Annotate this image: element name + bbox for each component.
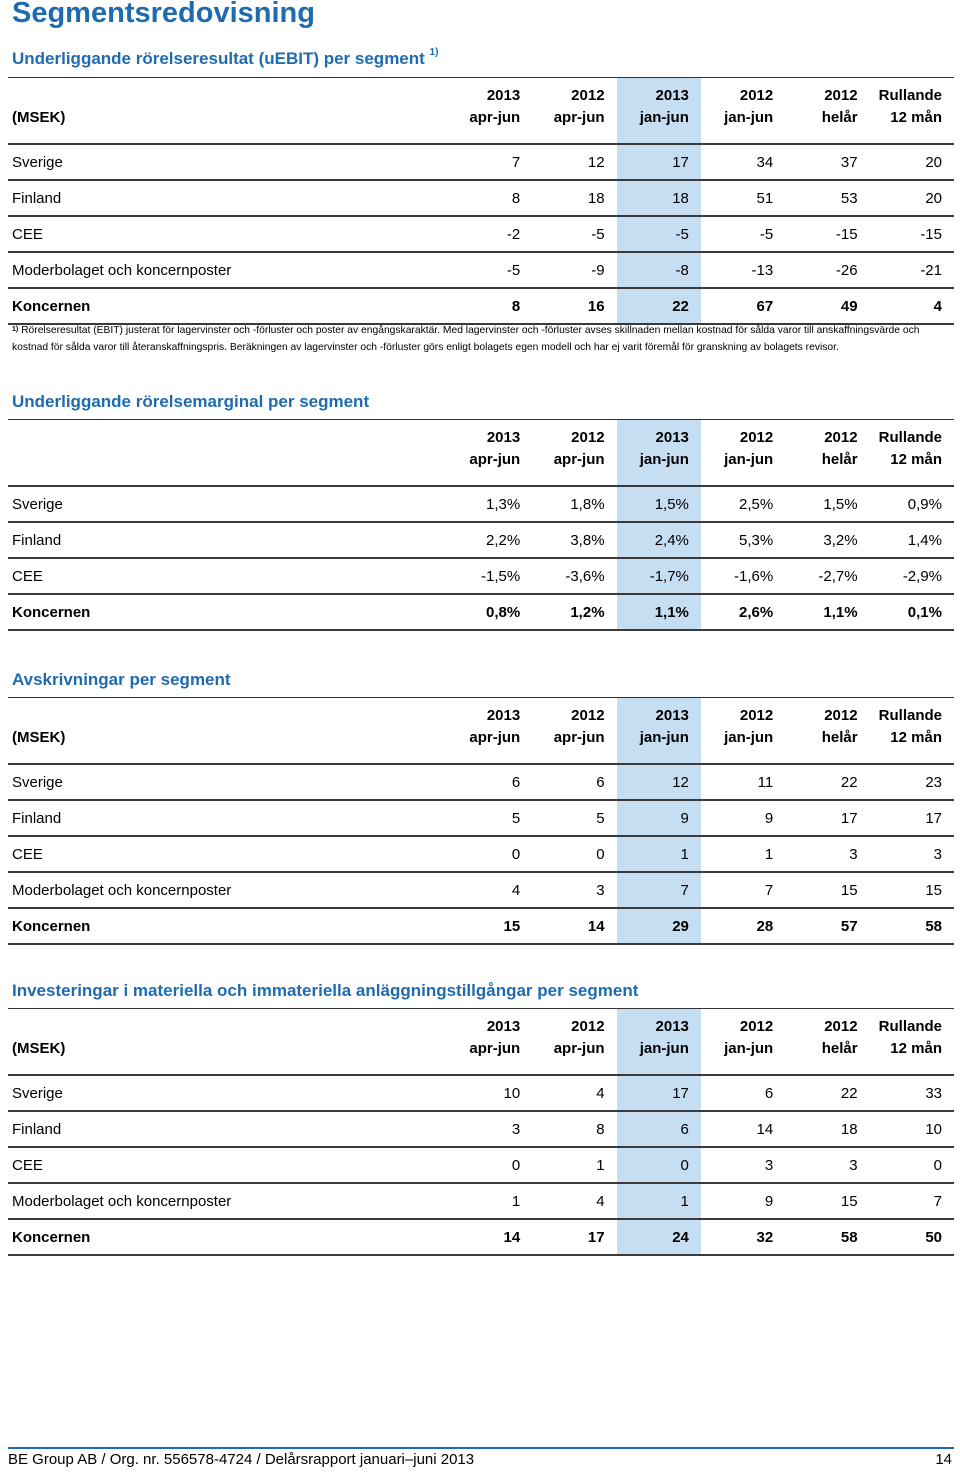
value-cell: 9 [701, 1183, 785, 1219]
column-header-year: 2013 [617, 1009, 701, 1036]
unit-label [8, 447, 448, 486]
value-cell: 1,3% [448, 486, 532, 522]
table-total-row [8, 908, 954, 944]
column-header-period: apr-jun [553, 109, 605, 126]
value-cell: 5,3% [701, 522, 785, 558]
value-cell: 4 [532, 1183, 616, 1219]
value-cell: 18 [532, 180, 616, 216]
column-header-year: 2012 [571, 87, 605, 104]
value-cell: 14 [532, 908, 616, 944]
table-row [8, 180, 954, 216]
value-cell: 2,4% [617, 522, 701, 558]
margin-section-title: Underliggande rörelsemarginal per segment [12, 392, 370, 411]
value-cell: 28 [701, 908, 785, 944]
header-row-period [8, 1036, 954, 1075]
value-cell: 14 [701, 1111, 785, 1147]
value-cell: -21 [870, 252, 954, 288]
value-cell: 8 [448, 288, 532, 324]
column-header-period: apr-jun [469, 1040, 521, 1057]
header-row-year [8, 1009, 954, 1036]
header-empty-cell [8, 698, 448, 725]
row-label: Moderbolaget och koncernposter [8, 872, 448, 908]
value-cell: 0 [532, 836, 616, 872]
value-cell: 17 [617, 1075, 701, 1111]
column-header-year: 2012 [571, 707, 605, 724]
unit-label: (MSEK) [12, 109, 66, 126]
value-cell: -1,6% [701, 558, 785, 594]
value-cell: 1,2% [532, 594, 616, 630]
value-cell: 1 [532, 1147, 616, 1183]
uebit-footnote [12, 322, 952, 356]
column-header-period: 12 mån [890, 109, 942, 126]
value-cell: 22 [617, 288, 701, 324]
value-cell: 8 [532, 1111, 616, 1147]
value-cell: 3 [870, 836, 954, 872]
value-cell: 20 [870, 180, 954, 216]
value-cell: -5 [617, 216, 701, 252]
row-label: Sverige [8, 144, 448, 180]
column-header-period: jan-jun [724, 109, 774, 126]
footnote-text: Rörelseresultat (EBIT) justerat för lagervinster och -förluster och poster av engångskaraktär. Med lagervinster och -förluster avses skillnaden mellan kostnad för sålda varor till anskaffningsvärde och kostnad för sålda varor till återanskaffningspris. Beräkningen av lagervinster och -förluster görs enligt bolagets egen modell och har ej varit föremål för granskning av bolagets revisor. [12, 325, 920, 353]
value-cell: -15 [785, 216, 869, 252]
value-cell: 3,2% [785, 522, 869, 558]
value-cell: 1,5% [785, 486, 869, 522]
value-cell: 15 [785, 872, 869, 908]
row-label: Sverige [8, 1075, 448, 1111]
value-cell: 1 [701, 836, 785, 872]
column-header-period: apr-jun [553, 729, 605, 746]
uebit-table [8, 78, 954, 325]
table-row [8, 764, 954, 800]
value-cell: 49 [785, 288, 869, 324]
header-row-period [8, 105, 954, 144]
table-row [8, 1183, 954, 1219]
row-label: CEE [8, 558, 448, 594]
table-row [8, 836, 954, 872]
value-cell: 0,8% [448, 594, 532, 630]
column-header-period: helår [821, 451, 858, 468]
row-label: Koncernen [8, 908, 448, 944]
footnote-marker: 1) [12, 326, 19, 333]
row-label: Finland [8, 180, 448, 216]
value-cell: 2,6% [701, 594, 785, 630]
column-header-year: 2013 [486, 707, 521, 724]
value-cell: 1 [617, 836, 701, 872]
value-cell: -5 [532, 216, 616, 252]
column-header-year: Rullande [878, 87, 942, 104]
column-header-year: 2013 [617, 420, 701, 447]
column-header-year: 2013 [617, 78, 701, 105]
value-cell: 9 [617, 800, 701, 836]
value-cell: 0,1% [870, 594, 954, 630]
value-cell: 32 [701, 1219, 785, 1255]
value-cell: 10 [448, 1075, 532, 1111]
table-row [8, 486, 954, 522]
value-cell: 15 [785, 1183, 869, 1219]
column-header-year: 2013 [486, 429, 521, 446]
value-cell: 1 [448, 1183, 532, 1219]
row-label: Moderbolaget och koncernposter [8, 252, 448, 288]
value-cell: -1,7% [617, 558, 701, 594]
value-cell: 12 [532, 144, 616, 180]
value-cell: 29 [617, 908, 701, 944]
value-cell: 0 [617, 1147, 701, 1183]
value-cell: 4 [870, 288, 954, 324]
value-cell: 9 [701, 800, 785, 836]
table-row [8, 1111, 954, 1147]
column-header-year: Rullande [878, 707, 942, 724]
column-header-period: jan-jun [617, 447, 701, 486]
value-cell: 5 [532, 800, 616, 836]
value-cell: 7 [701, 872, 785, 908]
header-row-year [8, 420, 954, 447]
value-cell: 58 [785, 1219, 869, 1255]
value-cell: 20 [870, 144, 954, 180]
column-header-year: 2012 [739, 707, 774, 724]
value-cell: -8 [617, 252, 701, 288]
row-label: Koncernen [8, 1219, 448, 1255]
column-header-period: jan-jun [724, 451, 774, 468]
value-cell: 17 [617, 144, 701, 180]
value-cell: -26 [785, 252, 869, 288]
value-cell: 1,1% [785, 594, 869, 630]
column-header-year: 2012 [739, 429, 774, 446]
value-cell: -2,9% [870, 558, 954, 594]
value-cell: 7 [870, 1183, 954, 1219]
value-cell: 22 [785, 764, 869, 800]
column-header-year: 2012 [824, 87, 858, 104]
column-header-year: 2013 [486, 1018, 521, 1035]
value-cell: 24 [617, 1219, 701, 1255]
value-cell: 1,5% [617, 486, 701, 522]
value-cell: 3 [532, 872, 616, 908]
value-cell: 17 [785, 800, 869, 836]
column-header-period: jan-jun [617, 105, 701, 144]
table-row [8, 1075, 954, 1111]
row-label: Sverige [8, 764, 448, 800]
value-cell: 7 [448, 144, 532, 180]
column-header-year: 2012 [824, 707, 858, 724]
value-cell: 5 [448, 800, 532, 836]
value-cell: 6 [617, 1111, 701, 1147]
column-header-period: 12 mån [890, 451, 942, 468]
column-header-period: 12 mån [890, 729, 942, 746]
value-cell: 53 [785, 180, 869, 216]
header-row-period [8, 447, 954, 486]
unit-label: (MSEK) [12, 1040, 66, 1057]
value-cell: 4 [532, 1075, 616, 1111]
value-cell: 1,1% [617, 594, 701, 630]
row-label: CEE [8, 836, 448, 872]
header-row-year [8, 78, 954, 105]
value-cell: 1,4% [870, 522, 954, 558]
column-header-year: 2012 [824, 429, 858, 446]
table-row [8, 1147, 954, 1183]
value-cell: 3 [785, 836, 869, 872]
column-header-period: apr-jun [553, 451, 605, 468]
footer-text: BE Group AB / Org. nr. 556578-4724 / Delårsrapport januari–juni 2013 [8, 1451, 475, 1468]
value-cell: 0 [448, 836, 532, 872]
column-header-year: 2012 [824, 1018, 858, 1035]
column-header-year: Rullande [878, 1018, 942, 1035]
table-row [8, 872, 954, 908]
depreciation-table [8, 698, 954, 945]
value-cell: 0,9% [870, 486, 954, 522]
column-header-year: 2012 [571, 1018, 605, 1035]
value-cell: 22 [785, 1075, 869, 1111]
depreciation-section-title: Avskrivningar per segment [12, 670, 231, 689]
row-label: Koncernen [8, 594, 448, 630]
column-header-period: helår [821, 1040, 858, 1057]
value-cell: 0 [870, 1147, 954, 1183]
table-row [8, 216, 954, 252]
table-row [8, 558, 954, 594]
value-cell: -3,6% [532, 558, 616, 594]
column-header-year: 2013 [486, 87, 521, 104]
value-cell: -13 [701, 252, 785, 288]
value-cell: 1,8% [532, 486, 616, 522]
column-header-period: helår [821, 109, 858, 126]
value-cell: -2 [448, 216, 532, 252]
investments-table [8, 1009, 954, 1256]
value-cell: 6 [701, 1075, 785, 1111]
column-header-period: jan-jun [724, 729, 774, 746]
column-header-period: jan-jun [724, 1040, 774, 1057]
value-cell: 3 [785, 1147, 869, 1183]
unit-label: (MSEK) [12, 729, 66, 746]
column-header-period: apr-jun [469, 451, 521, 468]
investments-section-title: Investeringar i materiella och immateriella anläggningstillgångar per segment [12, 981, 639, 1000]
value-cell: 4 [448, 872, 532, 908]
row-label: Moderbolaget och koncernposter [8, 1183, 448, 1219]
header-row-period [8, 725, 954, 764]
value-cell: 3 [701, 1147, 785, 1183]
value-cell: -15 [870, 216, 954, 252]
column-header-period: jan-jun [617, 1036, 701, 1075]
column-header-period: apr-jun [553, 1040, 605, 1057]
value-cell: -5 [701, 216, 785, 252]
value-cell: 8 [448, 180, 532, 216]
row-label: CEE [8, 1147, 448, 1183]
table-row [8, 252, 954, 288]
value-cell: 34 [701, 144, 785, 180]
margin-table [8, 420, 954, 631]
value-cell: 3 [448, 1111, 532, 1147]
value-cell: 10 [870, 1111, 954, 1147]
value-cell: 2,5% [701, 486, 785, 522]
value-cell: 17 [532, 1219, 616, 1255]
row-label: Sverige [8, 486, 448, 522]
column-header-period: jan-jun [617, 725, 701, 764]
header-empty-cell [8, 420, 448, 447]
row-label: CEE [8, 216, 448, 252]
value-cell: 2,2% [448, 522, 532, 558]
value-cell: 12 [617, 764, 701, 800]
value-cell: 1 [617, 1183, 701, 1219]
value-cell: 6 [448, 764, 532, 800]
uebit-section-title [12, 49, 438, 69]
table-row [8, 522, 954, 558]
value-cell: 51 [701, 180, 785, 216]
row-label: Finland [8, 800, 448, 836]
column-header-year: 2013 [617, 698, 701, 725]
uebit-title-text: Underliggande rörelseresultat (uEBIT) per segment [12, 49, 425, 68]
column-header-period: apr-jun [469, 729, 521, 746]
value-cell: 58 [870, 908, 954, 944]
row-label: Finland [8, 522, 448, 558]
column-header-year: 2012 [739, 1018, 774, 1035]
uebit-title-sup: 1) [429, 47, 439, 58]
value-cell: 7 [617, 872, 701, 908]
page-number: 14 [935, 1451, 952, 1468]
value-cell: 37 [785, 144, 869, 180]
table-row [8, 800, 954, 836]
value-cell: -9 [532, 252, 616, 288]
row-label: Finland [8, 1111, 448, 1147]
value-cell: 18 [617, 180, 701, 216]
table-total-row [8, 1219, 954, 1255]
value-cell: 16 [532, 288, 616, 324]
footer-rule [8, 1447, 954, 1449]
value-cell: 23 [870, 764, 954, 800]
column-header-year: Rullande [878, 429, 942, 446]
header-empty-cell [8, 1009, 448, 1036]
value-cell: -1,5% [448, 558, 532, 594]
value-cell: 14 [448, 1219, 532, 1255]
column-header-period: helår [821, 729, 858, 746]
header-row-year [8, 698, 954, 725]
table-total-row [8, 288, 954, 324]
table-row [8, 144, 954, 180]
value-cell: 3,8% [532, 522, 616, 558]
column-header-period: apr-jun [469, 109, 521, 126]
value-cell: 57 [785, 908, 869, 944]
value-cell: 67 [701, 288, 785, 324]
column-header-year: 2012 [571, 429, 605, 446]
value-cell: 17 [870, 800, 954, 836]
value-cell: 11 [701, 764, 785, 800]
header-empty-cell [8, 78, 448, 105]
column-header-period: 12 mån [890, 1040, 942, 1057]
value-cell: 0 [448, 1147, 532, 1183]
value-cell: 18 [785, 1111, 869, 1147]
row-label: Koncernen [8, 288, 448, 324]
table-total-row [8, 594, 954, 630]
value-cell: 6 [532, 764, 616, 800]
value-cell: -5 [448, 252, 532, 288]
value-cell: 50 [870, 1219, 954, 1255]
page-title: Segmentsredovisning [12, 0, 315, 29]
column-header-year: 2012 [739, 87, 774, 104]
value-cell: 15 [870, 872, 954, 908]
value-cell: 15 [448, 908, 532, 944]
value-cell: -2,7% [785, 558, 869, 594]
value-cell: 33 [870, 1075, 954, 1111]
